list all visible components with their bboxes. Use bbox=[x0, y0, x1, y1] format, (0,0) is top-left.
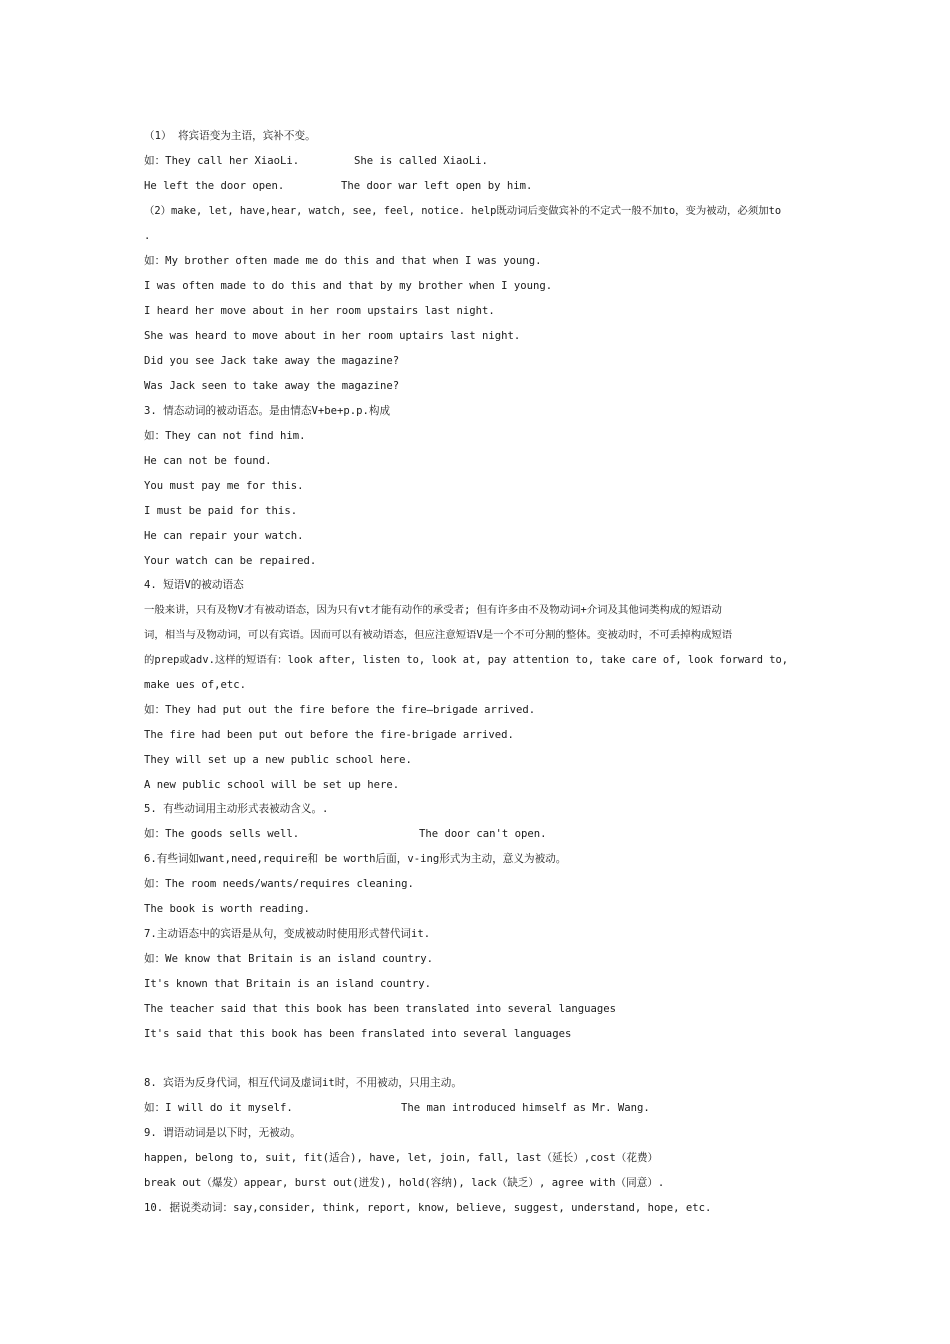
section-heading: 8. 宾语为反身代词，相互代词及虚词it时，不用被动，只用主动。 bbox=[144, 1077, 462, 1089]
section-heading: 9. 谓语动词是以下时，无被动。 bbox=[144, 1127, 301, 1139]
text-line: I heard her move about in her room upstairs last night. bbox=[144, 305, 495, 317]
text-line: I was often made to do this and that by my brother when I young. bbox=[144, 280, 553, 292]
text-line: 如：They call her XiaoLi. bbox=[144, 155, 300, 167]
text-line-col2: The man introduced himself as Mr. Wang. bbox=[401, 1102, 650, 1114]
text-line: 词，相当与及物动词，可以有宾语。因而可以有被动语态，但应注意短语V是一个不可分割的整体。变被动时，不可丢掉构成短语 bbox=[144, 629, 733, 641]
text-line-col2: She is called XiaoLi. bbox=[354, 155, 488, 167]
text-line-col2: The door war left open by him. bbox=[341, 180, 533, 192]
text-line: Your watch can be repaired. bbox=[144, 555, 317, 567]
section-heading: 3. 情态动词的被动语态。是由情态V+be+p.p.构成 bbox=[144, 405, 391, 417]
text-line: The book is worth reading. bbox=[144, 903, 310, 915]
text-line: （1） 将宾语变为主语，宾补不变。 bbox=[144, 130, 316, 142]
text-line: Did you see Jack take away the magazine? bbox=[144, 355, 400, 367]
text-line: break out（爆发）appear, burst out(迸发), hold(容纳), lack（缺乏）, agree with（同意）. bbox=[144, 1177, 665, 1189]
text-line: 如：My brother often made me do this and that when I was young. bbox=[144, 255, 542, 267]
text-line: You must pay me for this. bbox=[144, 480, 304, 492]
text-line: He can not be found. bbox=[144, 455, 272, 467]
text-line: 如：The goods sells well. bbox=[144, 828, 300, 840]
text-line-col2: The door can't open. bbox=[419, 828, 547, 840]
text-line: 一般来讲，只有及物V才有被动语态，因为只有vt才能有动作的承受者; 但有许多由不及物动词+介词及其他词类构成的短语动 bbox=[144, 604, 722, 616]
text-line: . bbox=[144, 230, 151, 242]
text-line: 如：We know that Britain is an island country. bbox=[144, 953, 434, 965]
section-heading: 4. 短语V的被动语态 bbox=[144, 579, 244, 591]
text-line: happen, belong to, suit, fit(适合), have, let, join, fall, last（延长）,cost（花费） bbox=[144, 1152, 659, 1164]
section-heading: 5. 有些动词用主动形式表被动含义。. bbox=[144, 803, 329, 815]
text-line: （2）make, let, have,hear, watch, see, feel, notice. help既动词后变做宾补的不定式一般不加to，变为被动，必须加to bbox=[144, 205, 782, 217]
text-line: Was Jack seen to take away the magazine? bbox=[144, 380, 400, 392]
text-line: The fire had been put out before the fire-brigade arrived. bbox=[144, 729, 514, 741]
text-line: It's said that this book has been franslated into several languages bbox=[144, 1028, 572, 1040]
section-heading: 7.主动语态中的宾语是从句，变成被动时使用形式替代词it. bbox=[144, 928, 431, 940]
text-line: 的prep或adv.这样的短语有：look after, listen to, look at, pay attention to, take care of, look forward to, bbox=[144, 654, 789, 666]
text-line: 如：The room needs/wants/requires cleaning. bbox=[144, 878, 414, 890]
text-line: She was heard to move about in her room uptairs last night. bbox=[144, 330, 521, 342]
text-line: He left the door open. bbox=[144, 180, 285, 192]
text-line: 如：I will do it myself. bbox=[144, 1102, 293, 1114]
text-line: The teacher said that this book has been translated into several languages bbox=[144, 1003, 616, 1015]
text-line: 如：They had put out the fire before the fire—brigade arrived. bbox=[144, 704, 536, 716]
section-heading: 10. 据说类动词：say,consider, think, report, know, believe, suggest, understand, hope, etc. bbox=[144, 1202, 712, 1214]
text-line: 如：They can not find him. bbox=[144, 430, 306, 442]
text-line: A new public school will be set up here. bbox=[144, 779, 400, 791]
text-line: make ues of,etc. bbox=[144, 679, 247, 691]
section-heading: 6.有些词如want,need,require和 be worth后面，v-ing形式为主动，意义为被动。 bbox=[144, 853, 567, 865]
text-line: He can repair your watch. bbox=[144, 530, 304, 542]
text-line: I must be paid for this. bbox=[144, 505, 298, 517]
text-line: They will set up a new public school here. bbox=[144, 754, 412, 766]
text-line: It's known that Britain is an island country. bbox=[144, 978, 432, 990]
